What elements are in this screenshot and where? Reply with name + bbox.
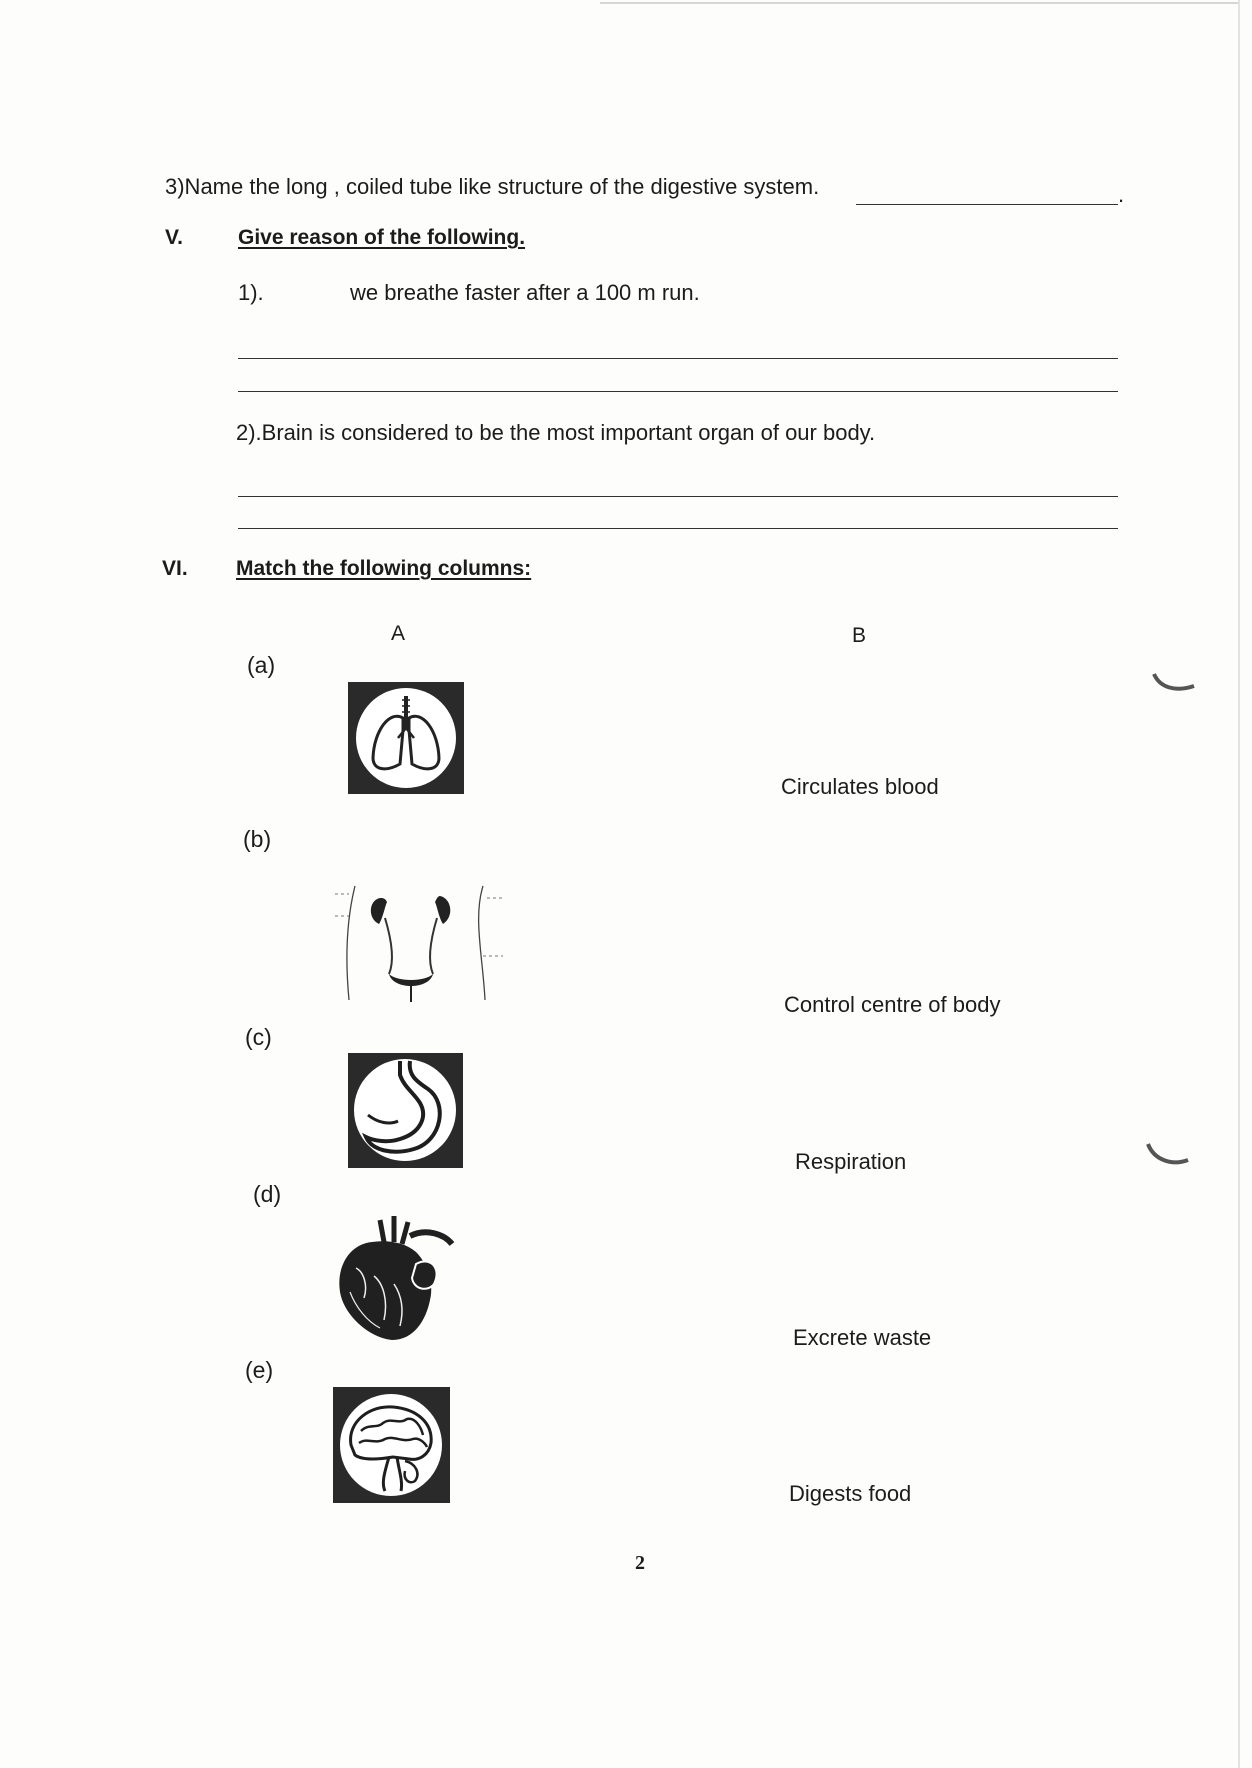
answer-line-1b[interactable]: [238, 391, 1118, 392]
column-b-header: B: [852, 624, 867, 647]
question-3: 3)Name the long , coiled tube like structure of the digestive system.: [165, 174, 820, 199]
match-label-d: (d): [253, 1181, 282, 1207]
stomach-icon: [348, 1053, 463, 1168]
section-v-heading: Give reason of the following.: [238, 226, 526, 249]
answer-line-q3[interactable]: [856, 204, 1118, 205]
answer-line-2a[interactable]: [238, 496, 1118, 497]
match-option-3: Respiration: [795, 1149, 907, 1174]
section-v-numeral: V.: [165, 226, 183, 249]
page-edge-right: [1238, 0, 1240, 1768]
match-option-4: Excrete waste: [793, 1325, 932, 1350]
heart-icon: [330, 1212, 460, 1344]
reason-item-1-label: 1).: [238, 280, 264, 305]
reason-item-1-text: we breathe faster after a 100 m run.: [350, 280, 700, 305]
match-option-5: Digests food: [789, 1481, 912, 1506]
answer-line-2b[interactable]: [238, 528, 1118, 529]
reason-item-2-text: 2).Brain is considered to be the most important organ of our body.: [236, 420, 876, 445]
match-option-1: Circulates blood: [781, 774, 939, 799]
punch-hole-mark-lower: [1144, 1138, 1194, 1172]
match-option-2: Control centre of body: [784, 992, 1001, 1017]
question-3-end: .: [1118, 182, 1125, 207]
page-edge-top: [600, 2, 1240, 4]
match-label-e: (e): [245, 1357, 274, 1383]
match-label-b: (b): [243, 826, 272, 852]
page-number: 2: [635, 1552, 645, 1574]
kidneys-icon: [333, 878, 508, 1008]
answer-line-1a[interactable]: [238, 358, 1118, 359]
brain-icon: [333, 1387, 450, 1503]
match-label-c: (c): [245, 1024, 272, 1050]
punch-hole-mark-upper: [1150, 664, 1200, 698]
lungs-icon: [348, 682, 464, 794]
section-vi-numeral: VI.: [162, 557, 188, 580]
column-a-header: A: [391, 622, 406, 645]
section-vi-heading: Match the following columns:: [236, 557, 532, 580]
match-label-a: (a): [247, 652, 276, 678]
